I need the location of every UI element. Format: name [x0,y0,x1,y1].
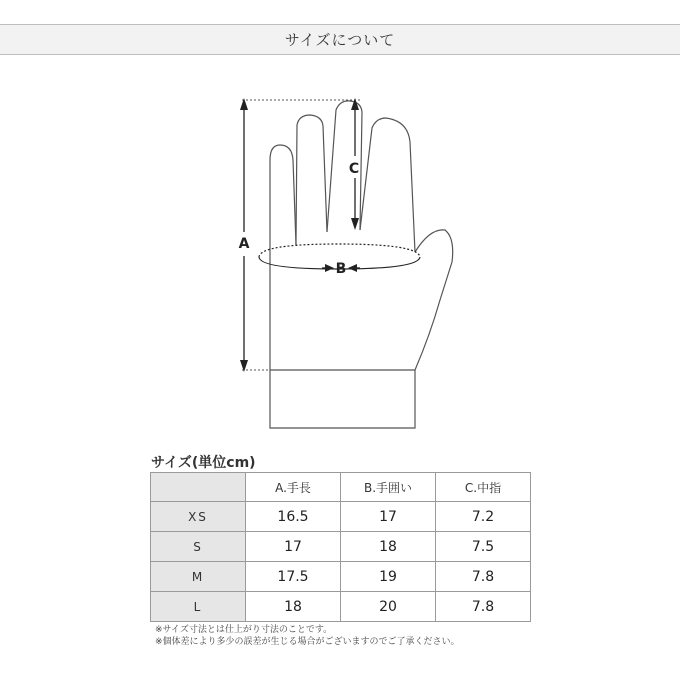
table-row [151,502,531,532]
size-table-title: サイズ(単位cm) [151,455,256,471]
table-row [151,592,531,622]
table-cell: 16.5 [246,502,341,532]
note-line: ※サイズ寸法とは仕上がり寸法のことです。 [155,625,333,635]
page-title: サイズについて [284,31,396,49]
notes [155,624,460,648]
table-cell: 17.5 [246,562,341,592]
table-cell: 20 [341,592,436,622]
table-header-row [151,473,531,502]
table-cell: 7.5 [436,532,531,562]
note-line: ※個体差により多少の誤差が生じる場合がございますのでご了承ください。 [155,637,460,647]
table-cell: 7.8 [436,592,531,622]
table-cell: 17 [341,502,436,532]
table-cell: 19 [341,562,436,592]
measure-a-arrow [240,98,360,372]
table-cell: 18 [246,592,341,622]
column-header: C.中指 [436,473,531,502]
table-row [151,562,531,592]
row-size-label: XS [151,502,246,532]
table-cell: 17 [246,532,341,562]
table-corner-cell [151,473,246,502]
glove-outline [270,101,453,428]
table-cell: 18 [341,532,436,562]
table-cell: 7.2 [436,502,531,532]
label-c: C [348,161,360,177]
column-header: B.手囲い [341,473,436,502]
row-size-label: S [151,532,246,562]
column-header: A.手長 [246,473,341,502]
label-b: B [335,261,347,277]
table-row [151,532,531,562]
row-size-label: M [151,562,246,592]
row-size-label: L [151,592,246,622]
size-table [150,472,531,622]
table-cell: 7.8 [436,562,531,592]
label-a: A [238,236,250,252]
